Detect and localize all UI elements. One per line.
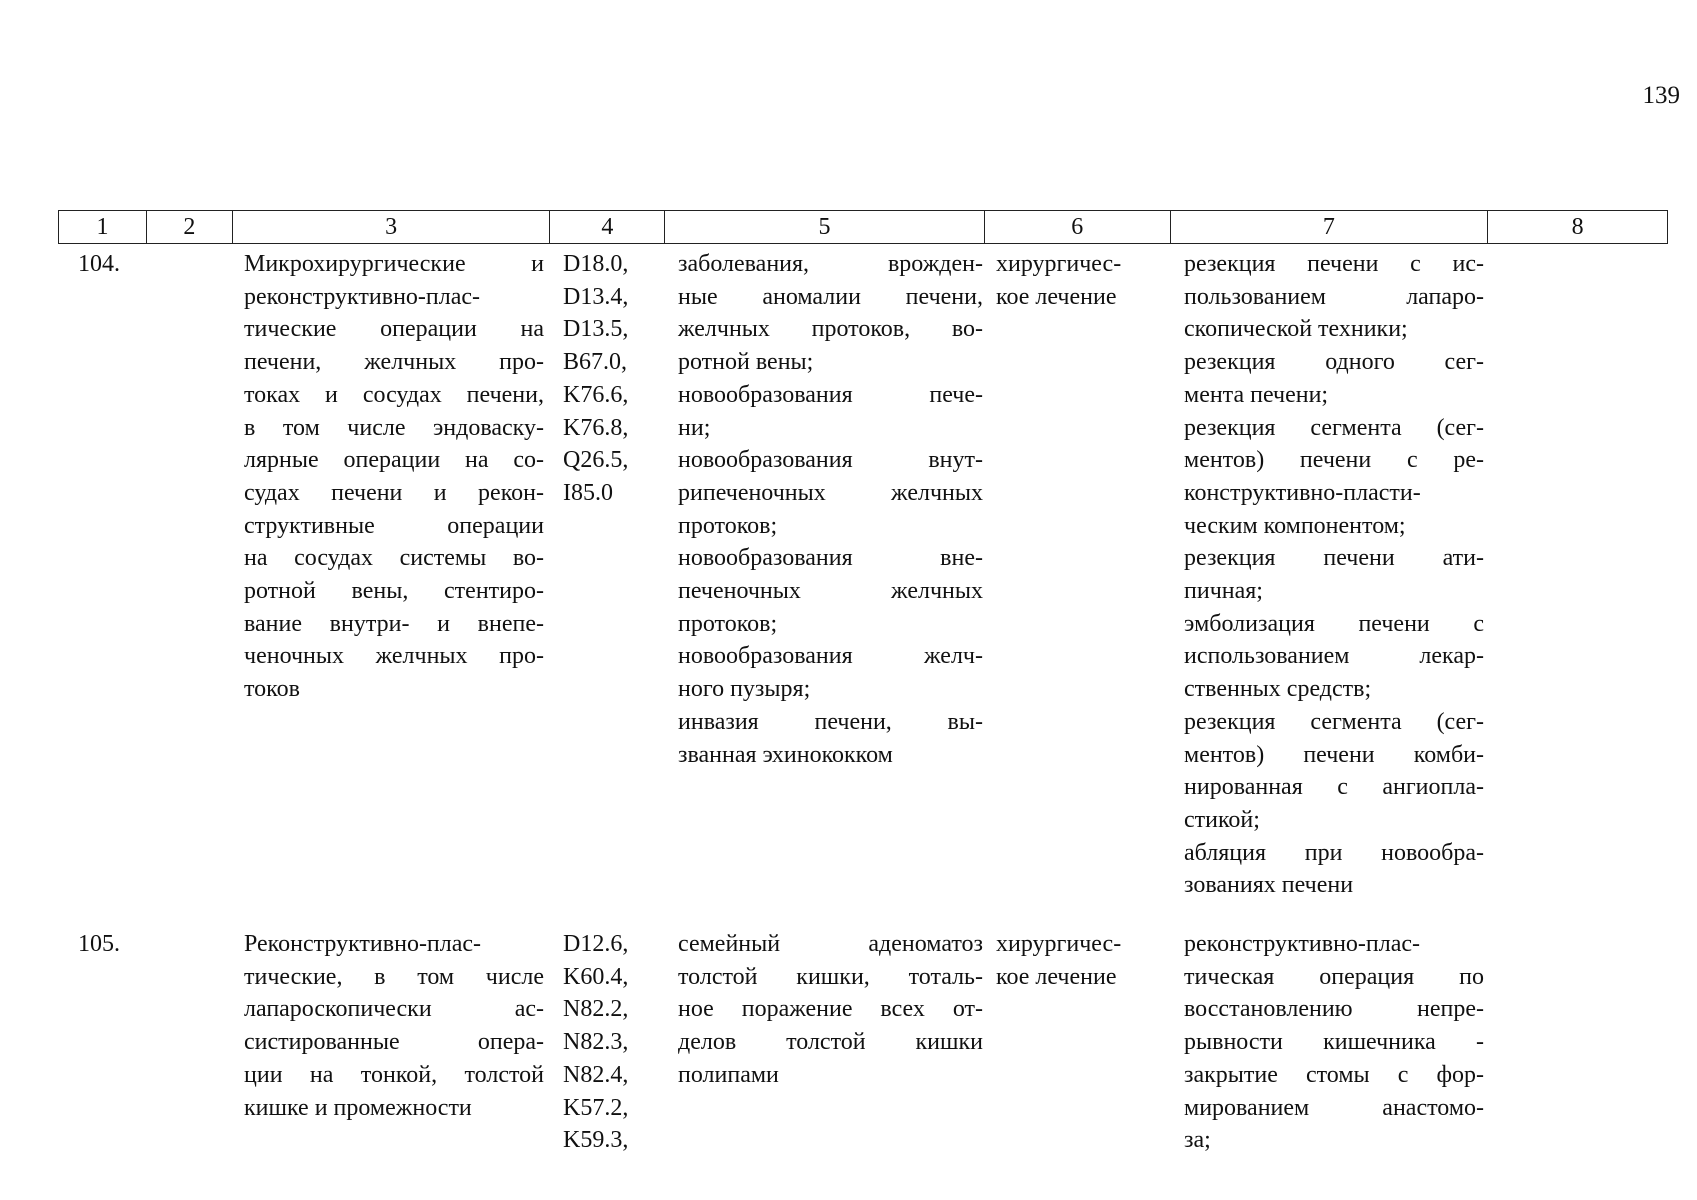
cell-line: ные аномалии печени,	[678, 283, 983, 310]
cell-line: ции на тонкой, толстой	[244, 1061, 544, 1088]
cell-line: реконструктивно-плас-	[1184, 931, 1421, 957]
cell-line: D13.5,	[563, 316, 629, 343]
cell-line: протоков;	[678, 610, 778, 637]
cell-line: абляция при новообра-	[1184, 839, 1484, 866]
operation-name	[244, 928, 544, 1124]
cell-line: резекция сегмента (сег-	[1184, 414, 1484, 441]
cell-line: ментов) печени комби-	[1184, 741, 1484, 768]
cell-line: званная эхинококком	[678, 741, 893, 768]
cell-line: мента печени;	[1184, 381, 1329, 408]
cell-line: N82.3,	[563, 1029, 629, 1056]
cell-line: D18.0,	[563, 251, 629, 277]
header-cell-1: 1	[59, 211, 147, 243]
cell-line: закрытие стомы с фор-	[1184, 1061, 1484, 1088]
cell-line: печени, желчных про-	[244, 349, 544, 376]
cell-line: на сосудах системы во-	[244, 545, 544, 572]
cell-line: желчных протоков, во-	[678, 316, 983, 343]
cell-line: лярные операции на со-	[244, 447, 544, 474]
patient-model	[678, 928, 983, 1092]
cell-line: N82.4,	[563, 1061, 629, 1088]
cell-line: ротной вены;	[678, 349, 814, 376]
cell-line: восстановлению непре-	[1184, 996, 1484, 1023]
operation-name	[244, 248, 544, 706]
cell-line: тические операции на	[244, 316, 544, 343]
cell-line: лапароскопически ас-	[244, 996, 544, 1023]
row-number: 104.	[78, 251, 120, 277]
cell-line: тическая операция по	[1184, 963, 1484, 990]
cell-line: пользованием лапаро-	[1184, 283, 1484, 310]
header-cell-3: 3	[233, 211, 551, 243]
cell-line: заболевания, врожден-	[678, 251, 983, 277]
cell-line: в том числе эндоваску-	[244, 414, 544, 441]
treatment-method	[1184, 248, 1484, 902]
cell-line: K57.2,	[563, 1094, 629, 1121]
cell-line: ного пузыря;	[678, 676, 811, 703]
cell-line: кое лечение	[996, 283, 1117, 310]
cell-line: D13.4,	[563, 283, 629, 310]
cell-line: полипами	[678, 1061, 779, 1088]
cell-line: семейный аденоматоз	[678, 931, 983, 957]
cell-line: пичная;	[1184, 578, 1263, 605]
cell-line: эмболизация печени с	[1184, 610, 1484, 637]
cell-line: тические, в том числе	[244, 963, 544, 990]
cell-line: токов	[244, 676, 300, 703]
header-cell-4: 4	[550, 211, 665, 243]
cell-line: новообразования желч-	[678, 643, 983, 670]
cell-line: I85.0	[563, 479, 613, 506]
cell-line: новообразования внут-	[678, 447, 983, 474]
cell-line: делов толстой кишки	[678, 1029, 983, 1056]
cell-line: ротной вены, стентиро-	[244, 578, 544, 605]
cell-line: резекция печени с ис-	[1184, 251, 1484, 277]
cell-line: использованием лекар-	[1184, 643, 1484, 670]
treatment-type	[996, 248, 1166, 313]
cell-line: рывности кишечника -	[1184, 1029, 1484, 1056]
page-number: 139	[1642, 82, 1680, 109]
treatment-method	[1184, 928, 1484, 1157]
cell-line: K76.8,	[563, 414, 629, 441]
header-cell-8: 8	[1571, 214, 1584, 240]
cell-line: резекция одного сег-	[1184, 349, 1484, 376]
diagnosis-codes	[563, 248, 658, 510]
cell-line: мированием анастомо-	[1184, 1094, 1484, 1121]
cell-line: Q26.5,	[563, 447, 629, 474]
cell-line: инвазия печени, вы-	[678, 708, 983, 735]
cell-line: ческим компонентом;	[1184, 512, 1406, 539]
cell-line: K59.3,	[563, 1127, 629, 1154]
cell-line: рипеченочных желчных	[678, 479, 983, 506]
cell-line: протоков;	[678, 512, 778, 539]
cell-line: хирургичес-	[996, 251, 1122, 277]
cell-line: новообразования пече-	[678, 381, 983, 408]
cell-line: кишке и промежности	[244, 1094, 472, 1121]
cell-line: скопической техники;	[1184, 316, 1408, 343]
patient-model	[678, 248, 983, 771]
cell-line: структивные операции	[244, 512, 544, 539]
cell-line: нированная с ангиопла-	[1184, 774, 1484, 801]
cell-line: систированные опера-	[244, 1029, 544, 1056]
cell-line: реконструктивно-плас-	[244, 283, 481, 310]
header-cell-2: 2	[147, 211, 233, 243]
cell-line: толстой кишки, тоталь-	[678, 963, 983, 990]
cell-line: токах и сосудах печени,	[244, 381, 544, 408]
cell-line: ное поражение всех от-	[678, 996, 983, 1023]
cell-line: кое лечение	[996, 963, 1117, 990]
cell-line: ментов) печени с ре-	[1184, 447, 1484, 474]
cell-line: N82.2,	[563, 996, 629, 1023]
cell-line: новообразования вне-	[678, 545, 983, 572]
table-header-row	[58, 210, 1668, 244]
cell-line: хирургичес-	[996, 931, 1122, 957]
cell-line: Микрохирургические и	[244, 251, 544, 277]
cell-line: D12.6,	[563, 931, 629, 957]
cell-line: конструктивно-пласти-	[1184, 479, 1421, 506]
cell-line: ственных средств;	[1184, 676, 1372, 703]
cell-line: резекция сегмента (сег-	[1184, 708, 1484, 735]
header-cell-7: 7	[1171, 211, 1489, 243]
cell-line: стикой;	[1184, 806, 1260, 833]
treatment-type	[996, 928, 1166, 993]
diagnosis-codes	[563, 928, 658, 1157]
cell-line: печеночных желчных	[678, 578, 983, 605]
cell-line: B67.0,	[563, 349, 628, 376]
cell-line: K76.6,	[563, 381, 629, 408]
cell-line: вание внутри- и внепе-	[244, 610, 544, 637]
cell-line: K60.4,	[563, 963, 629, 990]
cell-line: Реконструктивно-плас-	[244, 931, 482, 957]
cell-line: ни;	[678, 414, 711, 441]
header-cell-5: 5	[665, 211, 985, 243]
cell-line: судах печени и рекон-	[244, 479, 544, 506]
cell-line: ченочных желчных про-	[244, 643, 544, 670]
cell-line: за;	[1184, 1127, 1211, 1154]
cell-line: резекция печени ати-	[1184, 545, 1484, 572]
cell-line: зованиях печени	[1184, 872, 1354, 899]
row-number: 105.	[78, 931, 120, 957]
header-cell-6: 6	[985, 211, 1171, 243]
